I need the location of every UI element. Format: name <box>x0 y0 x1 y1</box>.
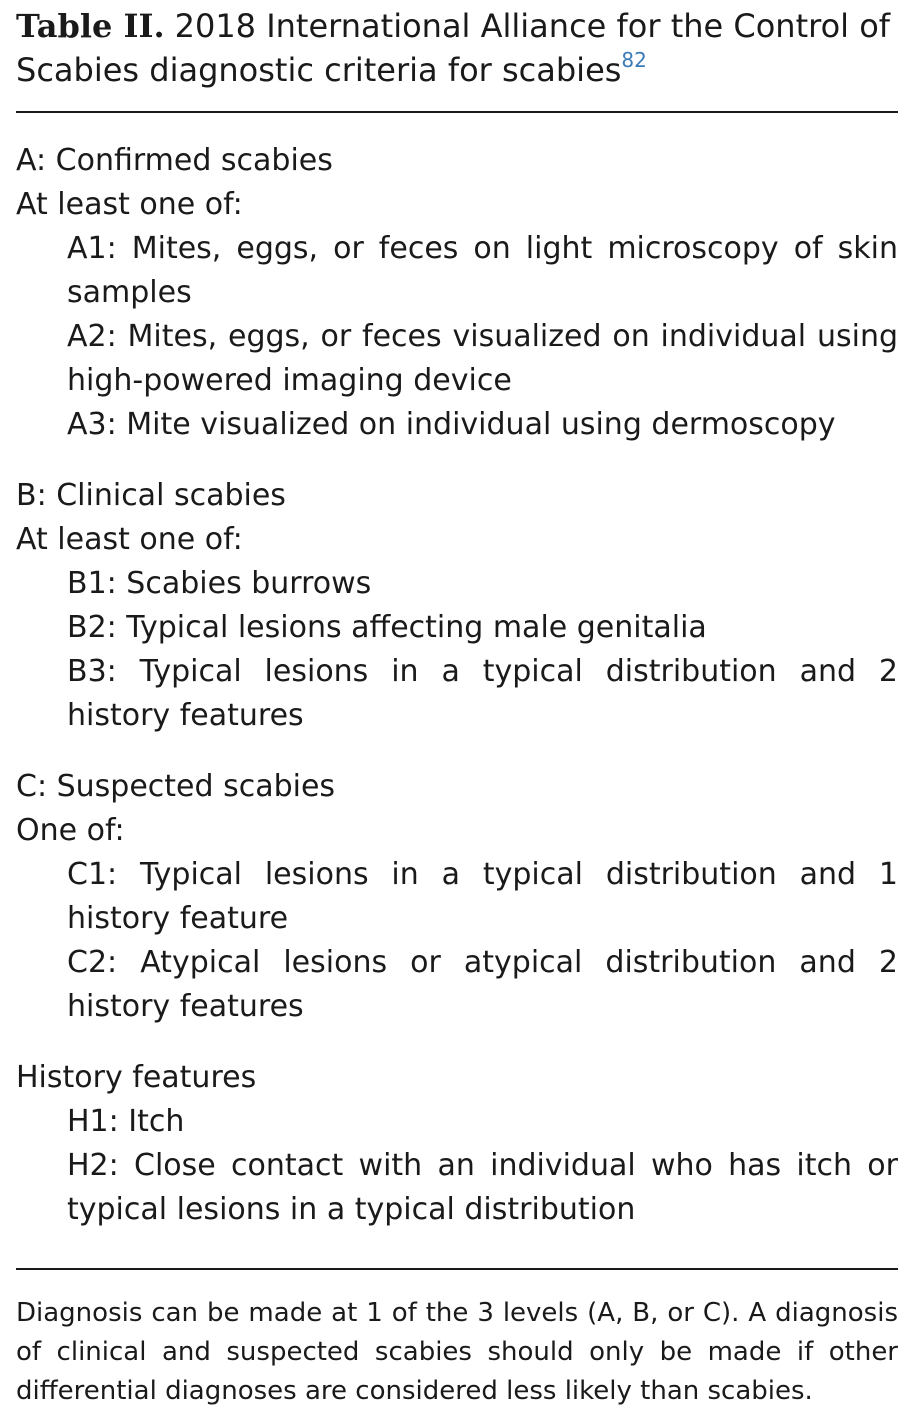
reference-link[interactable]: 82 <box>621 48 647 72</box>
bottom-rule <box>16 1268 898 1270</box>
section-qualifier: At least one of: <box>16 522 243 557</box>
section-clinical <box>16 474 898 738</box>
criterion-h1: H1: Itch <box>67 1104 185 1139</box>
criterion-a1: A1: Mites, eggs, or feces on light microscopy of skin samples <box>67 231 898 310</box>
section-heading: A: Confirmed scabies <box>16 143 333 178</box>
criterion-b2: B2: Typical lesions affecting male genitalia <box>67 610 707 645</box>
criterion-b3: B3: Typical lesions in a typical distribution and 2 history features <box>67 654 898 733</box>
section-confirmed <box>16 139 898 447</box>
table-title <box>16 4 900 92</box>
section-heading: C: Suspected scabies <box>16 769 336 804</box>
criterion-a3: A3: Mite visualized on individual using dermoscopy <box>67 407 836 442</box>
criterion-h2: H2: Close contact with an individual who has itch or typical lesions in a typical distribution <box>67 1148 898 1227</box>
criterion-c1: C1: Typical lesions in a typical distribution and 1 history feature <box>67 857 898 936</box>
section-heading: History features <box>16 1060 257 1095</box>
table-footnote: Diagnosis can be made at 1 of the 3 levels (A, B, or C). A diagnosis of clinical and suspected scabies should only be made if other differential diagnoses are considered less likely than scabies. <box>16 1298 898 1406</box>
section-heading: B: Clinical scabies <box>16 478 286 513</box>
criterion-c2: C2: Atypical lesions or atypical distribution and 2 history features <box>67 945 898 1024</box>
table-title-text: 2018 International Alliance for the Control of Scabies diagnostic criteria for scabies <box>16 7 891 89</box>
section-qualifier: At least one of: <box>16 187 243 222</box>
top-rule <box>16 111 898 113</box>
section-history <box>16 1056 898 1232</box>
table-label: Table II. <box>16 7 165 45</box>
table-body <box>16 139 898 1259</box>
criterion-b1: B1: Scabies burrows <box>67 566 372 601</box>
section-qualifier: One of: <box>16 813 125 848</box>
section-suspected <box>16 765 898 1029</box>
criterion-a2: A2: Mites, eggs, or feces visualized on individual using high-powered imaging device <box>67 319 898 398</box>
